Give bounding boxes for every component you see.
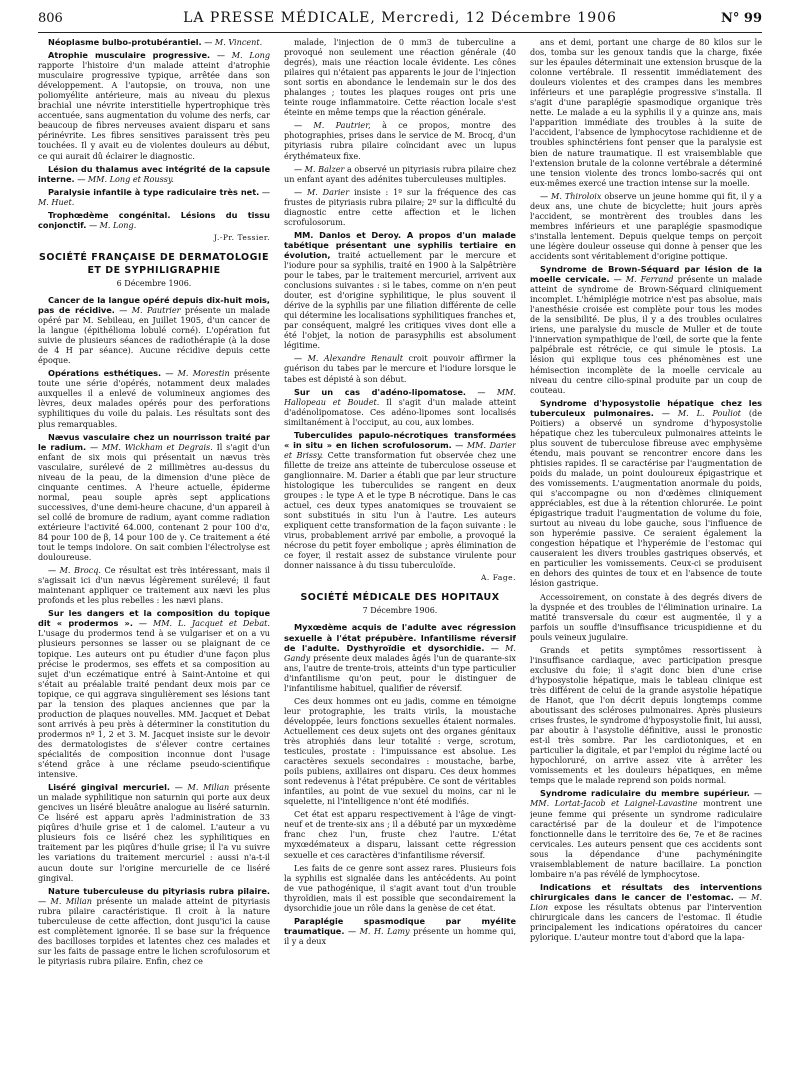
entry-author: — M. Ferrand xyxy=(613,274,674,285)
entry-text: Accessoirement, on constate à des degrés divers de la dyspnée et des troubles de l'élimination urinaire. La matité transversale du cœur est augmentée, il y a parfois un souffle d'insuffisance tricuspidienne et du pouls veineux jugulaire. xyxy=(530,591,762,642)
entry-heading: Opérations esthétiques. xyxy=(48,368,162,379)
entry-text: présente toute une série d'opérés, notamment deux malades auxquelles il a enlevé de volumineux angiomes des lèvres, deux malades opérés pour des perforations syphilitiques du voile du palais. Les résultats sont des plus remarquables. xyxy=(38,368,270,429)
col2b-entries xyxy=(284,622,516,945)
article-entry xyxy=(38,164,270,184)
article-entry xyxy=(284,622,516,692)
entry-text: croit pouvoir affirmer la guérison du tabes par le mercure et l'iodure lorsque le tabes est dépisté à son début. xyxy=(284,353,516,384)
article-entry xyxy=(38,782,270,882)
running-header xyxy=(38,10,762,33)
entry-heading: Sur un cas d'adéno-lipomatose. xyxy=(294,386,466,397)
article-entry xyxy=(530,645,762,786)
entry-text: présente un malade syphilitique non saturnin qui porte aux deux gencives un liséré bleuâtre analogue au liséré saturnin. Ce liséré est apparu après l'administration de 33 piqûres d'huile grise et 1 de calomel. L'auteur a vu plusieurs fois ce liséré chez les syphilitiques en traitement par les piqûres d'huile grise; il l'a vu suivre les variations du traitement mercuriel : aussi n'a-t-il aucun doute sur l'origine mercurielle de ce liséré gingival. xyxy=(38,782,270,883)
entry-author: — M. Pautrier xyxy=(119,304,181,315)
entry-text: rapporte l'histoire d'un malade atteint d'atrophie musculaire progressive typique, arrêtée dans son développement. A l'autopsie, on trouva, non une poliomyélite antérieure, mais au niveau du plexus brachial une névrite interstitielle hypertrophique très accentuée, sans augmentation du volume des nerfs, car beaucoup de fibres nerveuses avaient disparu et sans périnévrite. Les fibres sensitives paraissent très peu touchées. Il y avait eu de violentes douleurs au début, ce qui aurait dû éclairer le diagnostic. xyxy=(38,60,270,161)
entry-author: — M. Long. xyxy=(88,219,137,230)
entry-author: — M. H. Lamy xyxy=(347,925,410,936)
article-entry xyxy=(38,37,270,47)
columns xyxy=(38,37,762,1077)
entry-text: Il s'agit d'un malade atteint d'adénolipomatose. Ces adéno-lipomes sont localisés similtanément à l'occiput, au cou, aux lombes. xyxy=(284,396,516,427)
journal-title: LA PRESSE MÉDICALE, Mercredi, 12 Décembre 1906 xyxy=(183,10,617,26)
article-entry xyxy=(38,295,270,365)
entry-text: malade, l'injection de 0 mm3 de tuberculine a provoqué non seulement une réaction générale (40 degrés), mais une réaction locale évidente. Les cônes pilaires qui n'étaient pas apparents le jour de l'injection sont sortis en abondance le lendemain sur le dos des phalanges ; toutes les plaques rouges ont pris une teinte rouge inflammatoire. Cette réaction locale s'est éteinte en même temps que la réaction générale. xyxy=(284,37,516,118)
entry-text: présente un malade opéré par M. Sebileau, en Juillet 1905, d'un cancer de la langue (épithélioma lobulé corné). L'opération fut suivie de plusieurs séances de radiothérapie (à la dose de 4 H par séance). Aucune récidive depuis cette époque. xyxy=(38,304,270,366)
entry-text: présente un malade atteint de syndrome de Brown-Séquard cliniquement incomplet. L'hémiplégie motrice n'est pas absolue, mais l'anesthésie croisée est complète pour tous les modes de la sensibilité. De plus, il y a des troubles oculaires iriens, une paralysie du muscle de Muller et de toute l'innervation sympathique de l'œil, de sorte que la fente palpébrale est rétrécie, ce qui simule le ptosis. La lésion qui explique tous ces phénomènes est une hémisection incomplète de la moelle cervicale au niveau du centre cilio-spinal produite par un coup de couteau. xyxy=(530,274,762,395)
article-entry xyxy=(284,230,516,351)
section-date: 7 Décembre 1906. xyxy=(362,606,438,616)
article-entry xyxy=(38,368,270,428)
article-entry xyxy=(530,882,762,942)
article-entry xyxy=(284,120,516,160)
entry-text: Il s'agit d'un enfant de six mois qui présentait un nævus très vasculaire, surélevé de 2 millimètres au-dessus du niveau de la peau, de la dimension d'une pièce de cinquante centimes. A l'heure actuelle, épiderme normal, peau souple après sept applications successives, d'une demi-heure chacune, d'un appareil à sel collé de bromure de radium, ayant comme radiation extérieure l'activité 64.000, contenant 2 pour 100 d'α, 84 pour 100 de β, 14 pour 100 de γ. Ce traitement a été tout le temps indolore. On sait combien l'électrolyse est douloureuse. xyxy=(38,441,270,563)
section-title: SOCIÉTÉ FRANÇAISE DE DERMATOLOGIE ET DE SYPHILIGRAPHIE xyxy=(39,251,269,276)
entry-author: — M. Long xyxy=(216,50,270,61)
entry-text: présente un malade atteint de pityriasis rubra pilaire caractéristique. Il croit à la nature tuberculeuse de cette affection, dont jusqu'ici la cause est complètement ignorée. Il se base sur la fréquence des bacilloses torpides et latentes chez ces malades et sur les faits de passage entre le lichen scrofulosorum et le pityriasis rubra pilaire. Enfin, chez ce xyxy=(38,895,270,966)
section-title: SOCIÉTÉ MÉDICALE DES HOPITAUX xyxy=(300,592,500,604)
article-entry xyxy=(530,37,762,188)
entry-author: — M. Lion xyxy=(530,891,762,912)
article-entry xyxy=(38,50,270,161)
entry-heading: Nævus vasculaire chez un nourrisson traité par le radium. xyxy=(38,431,270,452)
entry-text: (de Poitiers) a observé un syndrome d'hyposystolie hépatique chez les tuberculeux pulmonaires atteints le plus souvent de tuberculose fibreuse avec emphysème étendu, mais pouvant se rencontrer encore dans les phtisies rapides. Il se caractérise par l'augmentation de poids du malade, un point douloureux épigastrique et des vomissements. L'augmentation anormale du poids, qui s'accompagne ou non d'œdèmes cliniquement appréciables, est due à la rétention chlorurée. Le point épigastrique traduit l'augmentation de volume du foie, surtout au niveau du lobe gauche, sous l'influence de son hyperémie passive. Ce seraient également la congestion hépatique et l'hyperémie de l'estomac qui causeraient les divers troubles gastriques observés, et en particulier les vomissements. Ceux-ci se produisent en dehors des quintes de toux et en l'absence de toute lésion gastrique. xyxy=(530,407,762,589)
entry-heading: Paraplégie spasmodique par myélite traumatique. xyxy=(284,915,516,936)
issue-number: N° 99 xyxy=(721,11,762,26)
entry-text: Grands et petits symptômes ressortissent à l'insuffisance cardiaque, avec participation presque exclusive du foie; il s'agit donc bien d'une crise d'hyposystolie hépatique, mais le tableau clinique est très différent de celui de la grande asystolie hépatique de Hanot, que l'on décrit depuis longtemps comme aboutissant des scléroses pulmonaires. Après plusieurs crises frustes, le syndrome d'hyposystolie finit, lui aussi, par aboutir à l'asystolie définitive, aussi le pronostic est-il très sombre. Par les cardiotoniques, et en particulier la digitale, et par l'emploi du régime lacté ou hypochloruré, on arrive assez vite à arrêter les vomissements et les douleurs hépatiques, en même temps que le malade reprend son poids normal. xyxy=(530,644,762,786)
article-entry xyxy=(530,264,762,395)
column-2 xyxy=(284,37,516,1077)
signature: J.-Pr. Tessier. xyxy=(214,232,270,242)
entry-text: présente un homme qui, il y a deux xyxy=(284,925,516,946)
article-entry xyxy=(284,430,516,571)
article-entry xyxy=(284,164,516,184)
entry-text: à ce propos, montre des photographies, prises dans le service de M. Brocq, d'un pityriasis rubra pilaire coïncidant avec un lupus érythémateux fixe. xyxy=(284,120,516,161)
entry-heading: Tuberculides papulo-nécrotiques transformées « in situ » en lichen scrofulosorum. xyxy=(284,429,516,450)
entry-text: a observé un pityriasis rubra pilaire chez un enfant ayant des adénites tuberculeuses multiples. xyxy=(284,163,516,184)
entry-author: — M. Milian xyxy=(174,782,230,793)
entry-heading: Syndrome radiculaire du membre supérieur. xyxy=(540,788,750,799)
article-entry xyxy=(530,592,762,642)
entry-author: — M. Brocq. xyxy=(48,565,101,576)
signature: A. Fage. xyxy=(481,573,516,583)
entry-text: présente deux malades âgés l'un de quarante-six ans, l'autre de trente-trois, atteints d'un type particulier d'infantilisme qu'on peut, pour le distinguer de l'infantilisme habituel, qualifier de réversif. xyxy=(284,652,516,693)
entry-author: — M. Thiroloix xyxy=(540,190,602,201)
entry-heading: Liséré gingival mercuriel. xyxy=(48,782,170,793)
entry-heading: Indications et résultats des interventions chirurgicales dans le cancer de l'estomac. xyxy=(530,881,762,902)
entry-heading: Néoplasme bulbo-protubérantiel. xyxy=(48,37,202,47)
entry-author: — M. Morestin xyxy=(165,368,230,379)
entry-text: ans et demi, portant une charge de 80 kilos sur le dos, tomba sur les genoux tandis que la charge, fixée sur les épaules déterminait une extension brusque de la colonne vertébrale. Il ressentit immédiatement des douleurs violentes et des crampes dans les membres inférieurs et une paraplégie progressive s'installa. Il s'agit d'une paraplégie spasmodique organique très nette. Le malade a eu la syphilis il y a quinze ans, mais l'apparition immédiate des troubles à la suite de l'accident, l'absence de lymphocytose rachidienne et de troubles sphinctériens font penser que la paralysie est bien de nature traumatique. Il est vraisemblable que l'extension brutale de la colonne vertébrale a déterminé une tension violente des troncs lombo-sacrés qui ont eux-mêmes exercé une traction intense sur la moelle. xyxy=(530,37,762,188)
entry-heading: Paralysie infantile à type radiculaire très net. xyxy=(48,186,260,197)
entry-author: — MM. Lortat-Jacob et Laignel-Lavastine xyxy=(530,788,762,809)
article-entry xyxy=(38,565,270,605)
entry-heading: Syndrome d'hyposystolie hépatique chez les tuberculeux pulmonaires. xyxy=(530,397,762,418)
article-entry xyxy=(38,210,270,230)
entry-heading: Sur les dangers et la composition du topique dit « prodermos ». xyxy=(38,608,270,629)
entry-heading: Syndrome de Brown-Séquard par lésion de la moelle cervicale. xyxy=(530,264,762,285)
entry-author: — M. Darier xyxy=(294,186,350,197)
article-entry xyxy=(284,916,516,946)
col1-entries xyxy=(38,37,270,230)
entry-author: — M. L. Pouliot xyxy=(661,407,741,418)
entry-heading: Trophœdème congénital. Lésions du tissu conjonctif. xyxy=(38,209,270,230)
entry-author: — M. Gandy xyxy=(284,642,516,663)
entry-text: montrent une jeune femme qui présente un syndrome radiculaire caractérisé par de la douleur et de l'impotence fonctionnelle dans le territoire des 6e, 7e et 8e racines cervicales. Les auteurs pensent que ces accidents sont sous la dépendance d'une pachyméningite vraisemblablement de nature bacillaire. La ponction lombaire n'a pas révélé de lymphocytose. xyxy=(530,798,762,879)
entry-author: — MM. Wickham et Degrais. xyxy=(89,441,213,452)
article-entry xyxy=(38,608,270,779)
article-entry xyxy=(530,398,762,589)
entry-author: — M. Balzer xyxy=(294,163,345,174)
entry-heading: Lésion du thalamus avec intégrité de la capsule interne. xyxy=(38,163,270,184)
article-entry xyxy=(38,432,270,563)
column-1 xyxy=(38,37,270,1077)
entry-text: L'usage du prodermos tend à se vulgariser et on a vu plusieurs personnes se lasser ou se plaignant de ce topique. Les auteurs ont pu étudier d'une façon plus précise le prodermos, ses effets et sa composition au sujet d'un eczématique entré à Saint-Antoine et qui s'était au préalable traité pendant deux mois par ce topique, ce qui aggrava singulièrement ses lésions tant par la tension des plaques anciennes que par la production de plaques nouvelles. MM. Jacquet et Debat sont arrivés à peu près à déterminer la constitution du prodermos nº 1, 2 et 3. M. Jacquet insiste sur le devoir des dermatologistes de s'élever contre certaines spécialités de composition inconnue dont l'usage s'étend grâce à une réclame pseudo-scientifique intensive. xyxy=(38,628,270,780)
entry-author: — M. Milian xyxy=(38,895,92,906)
entry-author: — MM. Long et Roussy. xyxy=(77,173,174,184)
article-entry xyxy=(284,37,516,117)
col3-entries xyxy=(530,37,762,942)
entry-heading: Nature tuberculeuse du pityriasis rubra pilaire. xyxy=(48,885,270,896)
entry-text: insiste : 1º sur la fréquence des cas frustes de pityriasis rubra pilaire; 2º sur la difficulté du diagnostic entre cette affection et le lichen scrofulosorum. xyxy=(284,186,516,227)
article-entry xyxy=(284,387,516,427)
entry-heading: MM. Danlos et Deroy. A propos d'un malade tabétique présentant une syphilis tertiaire en évolution, xyxy=(284,229,516,260)
entry-text: traité actuellement par le mercure et l'iodure pour sa syphilis, traité en 1900 à la Salpêtrière pour le tabes, par le traitement mercuriel, arrivent aux conclusions suivantes : si le tabes, comme on n'en peut douter, est d'origine syphilitique, le plus souvent il dérive de la syphilis par une filiation différente de celle qui détermine les localisations syphilitiques franches et, par conséquent, malgré les critiques vives dont elle a été l'objet, la notion de parasyphilis est absolument légitime. xyxy=(284,249,516,351)
col1b-entries xyxy=(38,295,270,966)
article-entry xyxy=(284,187,516,227)
entry-text: Cette transformation fut observée chez une fillette de treize ans atteinte de tuberculose osseuse et ganglionnaire. M. Darier a établi que par leur structure histologique les tuberculides se rangent en deux groupes : le type A et le type B nécrotique. Dans le cas actuel, ces deux types anatomiques se trouvaient se sont substitués in situ l'un à l'autre. Les auteurs expliquent cette transformation de la façon suivante : le virus, probablement arrivé par embolie, a provoqué la nécrose du petit foyer embolique ; après élimination de ce foyer, il restait assez de substance virulente pour donner naissance à du tissu tuberculoïde. xyxy=(284,449,516,571)
entry-author: — MM. Hallopeau et Boudet. xyxy=(284,386,516,407)
entry-author: — M. Alexandre Renault xyxy=(294,353,404,364)
entry-heading: Cancer de la langue opéré depuis dix-huit mois, pas de récidive. xyxy=(38,294,270,315)
entry-heading: Myxœdème acquis de l'adulte avec régression sexuelle à l'état prépubère. Infantilisme réversif de l'adulte. Dysthyroïdie et dysorchidie. xyxy=(284,622,516,653)
entry-text: Ce résultat est très intéressant, mais il s'agissait ici d'un nævus légèrement surélevé; il faut maintenant appliquer ce traitement aux nævi les plus profonds et les plus rebelles : les nævi plans. xyxy=(38,565,270,606)
entry-author: — MM. L. Jacquet et Debat. xyxy=(138,618,270,629)
entry-text: observe un jeune homme qui fit, il y a deux ans, une chute de bicyclette; huit jours après l'accident, se montrèrent des troubles dans les membres inférieurs et une paraplégie spasmodique s'installa lentement. Depuis quelque temps on perçoit une légère douleur osseuse qui donne à penser que les accidents sont véritablement d'origine pottique. xyxy=(530,190,762,261)
article-entry xyxy=(284,696,516,807)
article-entry xyxy=(284,353,516,383)
entry-text: expose les résultats obtenus par l'intervention chirurgicale dans les cancers de l'estomac. Il étudie principalement les indications opératoires du cancer pylorique. L'auteur montre tout d'abord que la lapa- xyxy=(530,901,762,943)
entry-text: Cet état est apparu respectivement à l'âge de vingt-neuf et de trente-six ans ; il a débuté par un myxœdème franc chez l'un, fruste chez l'autre. L'état myxœdémateux a disparu, laissant cette régression sexuelle et ces caractères d'infantilisme réversif. xyxy=(284,809,516,860)
article-entry xyxy=(284,863,516,913)
article-entry xyxy=(38,187,270,207)
page-number: 806 xyxy=(38,11,63,26)
entry-author: — MM. Darier et Brissy. xyxy=(284,439,516,460)
article-entry xyxy=(284,809,516,859)
section-date: 6 Décembre 1906. xyxy=(116,278,192,288)
entry-author: — M. Pautrier, xyxy=(294,120,371,131)
entry-text: Les faits de ce genre sont assez rares. Plusieurs fois la syphilis est signalée dans les antécédents. Au point de vue pathogénique, il s'agit avant tout d'un trouble thyroïdien, mais il est possible que secondairement la dysorchidie joue un rôle dans la genèse de cet état. xyxy=(284,862,516,913)
entry-text: Ces deux hommes ont eu jadis, comme en témoigne leur protographie, les traits virils, la moustache développée, leurs fonctions sexuelles étaient normales. Actuellement ces deux sujets ont des organes génitaux très atrophiés dans leur totalité : verge, scrotum, testicules, prostate : l'impuissance est absolue. Les caractères sexuels secondaires : moustache, barbe, poils pubiens, axillaires ont disparu. Ces deux hommes sont redevenus à l'état prépubère. Ce sont de véritables infantiles, au point de vue sexuel du moins, car ni le squelette, ni l'intelligence n'ont été modifiés. xyxy=(284,695,516,807)
entry-heading: Atrophie musculaire progressive. xyxy=(48,50,211,61)
entry-author: — M. Vincent. xyxy=(204,37,263,47)
column-3 xyxy=(530,37,762,1077)
col2-entries xyxy=(284,37,516,570)
entry-author: — M. Huet. xyxy=(38,186,270,207)
article-entry xyxy=(530,788,762,878)
article-entry xyxy=(530,191,762,261)
article-entry xyxy=(38,886,270,966)
